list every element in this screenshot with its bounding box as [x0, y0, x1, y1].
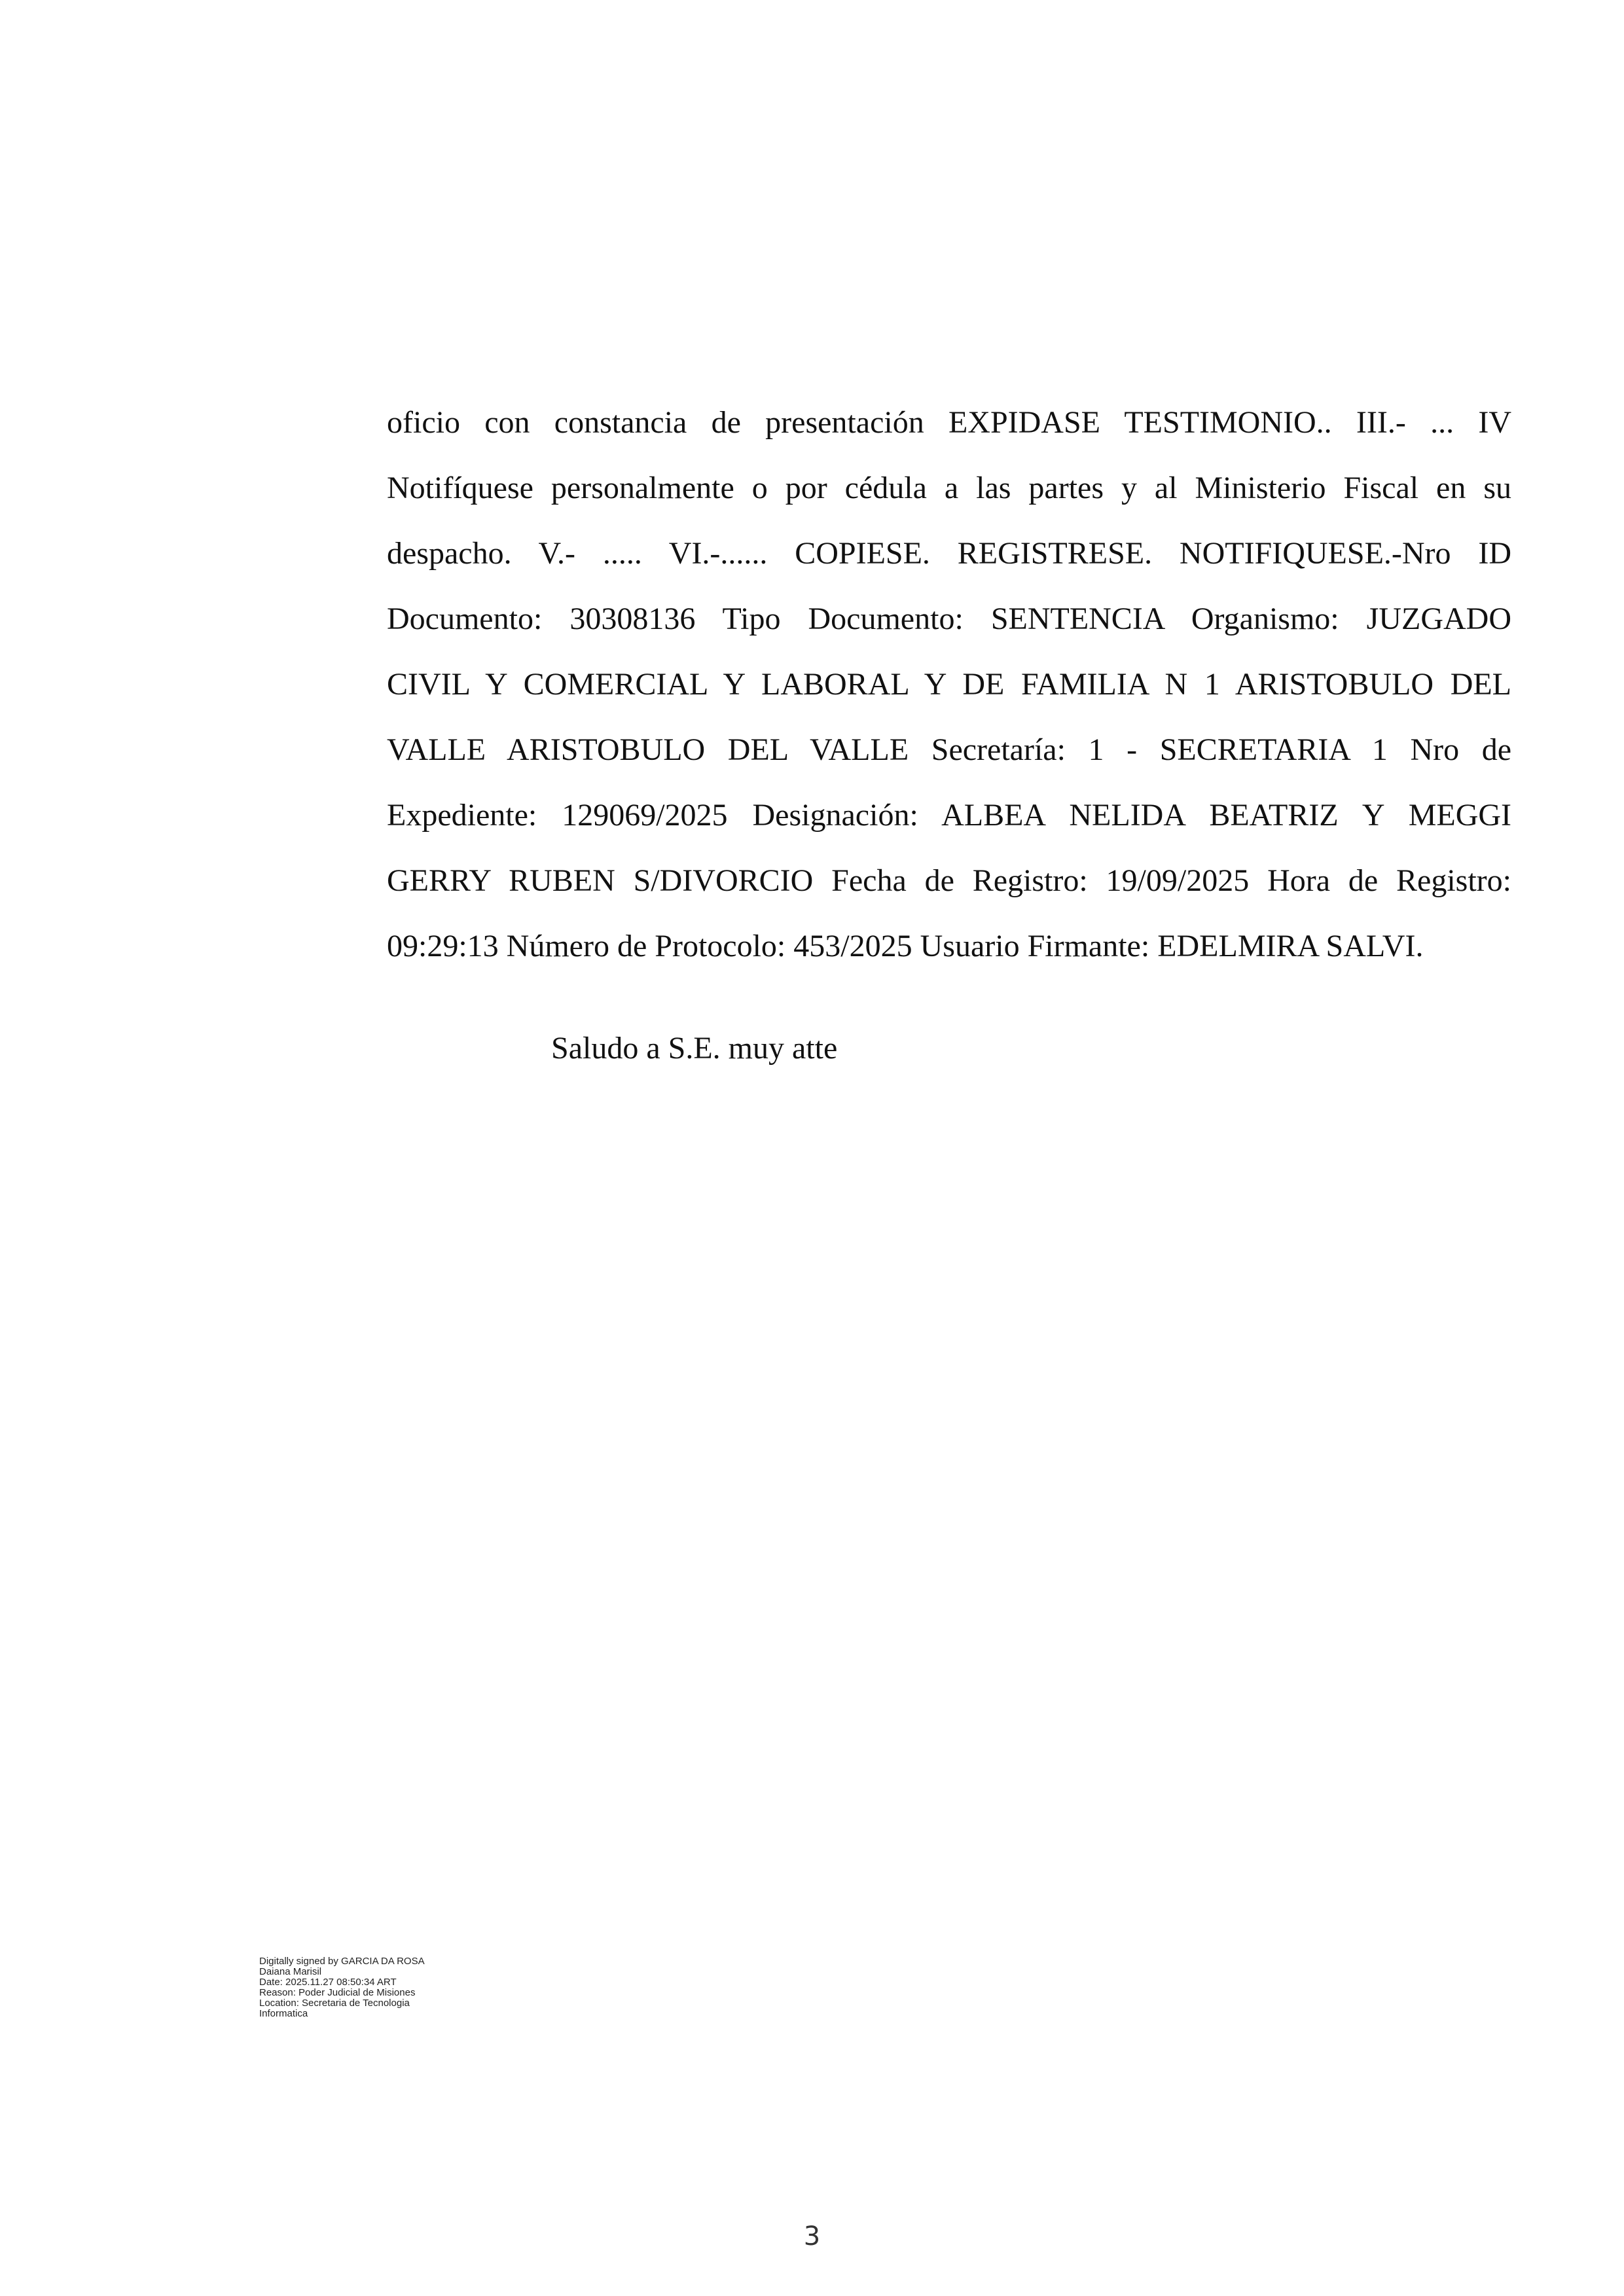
body-line: CIVIL Y COMERCIAL Y LABORAL Y DE FAMILIA N 1 ARISTOBULO DEL [387, 667, 1511, 702]
body-line: 09:29:13 Número de Protocolo: 453/2025 Usuario Firmante: EDELMIRA SALVI. [387, 929, 1424, 963]
body-line: Expediente: 129069/2025 Designación: ALBEA NELIDA BEATRIZ Y MEGGI [387, 798, 1511, 833]
body-line: VALLE ARISTOBULO DEL VALLE Secretaría: 1 - SECRETARIA 1 Nro de [387, 732, 1511, 767]
body-line: oficio con constancia de presentación EXPIDASE TESTIMONIO.. III.- ... IV [387, 405, 1511, 440]
body-line: Documento: 30308136 Tipo Documento: SENTENCIA Organismo: JUZGADO [387, 601, 1511, 636]
signature-reason: Reason: Poder Judicial de Misiones [259, 1987, 416, 1998]
body-line: GERRY RUBEN S/DIVORCIO Fecha de Registro: 19/09/2025 Hora de Registro: [387, 863, 1511, 898]
body-line: despacho. V.- ..... VI.-...... COPIESE. REGISTRESE. NOTIFIQUESE.-Nro ID [387, 536, 1511, 571]
page-number: 3 [803, 2221, 821, 2251]
signature-name: Daiana Marisil [259, 1966, 322, 1977]
document-body [387, 390, 1511, 979]
signature-signed-by: Digitally signed by GARCIA DA ROSA [259, 1956, 425, 1967]
digital-signature-block [259, 1956, 534, 2019]
signature-date: Date: 2025.11.27 08:50:34 ART [259, 1977, 397, 1988]
closing-salutation: Saludo a S.E. muy atte [551, 1031, 838, 1066]
signature-location: Location: Secretaria de Tecnologia [259, 1998, 410, 2009]
body-line: Notifíquese personalmente o por cédula a las partes y al Ministerio Fiscal en su [387, 471, 1511, 505]
signature-location-cont: Informatica [259, 2008, 308, 2019]
